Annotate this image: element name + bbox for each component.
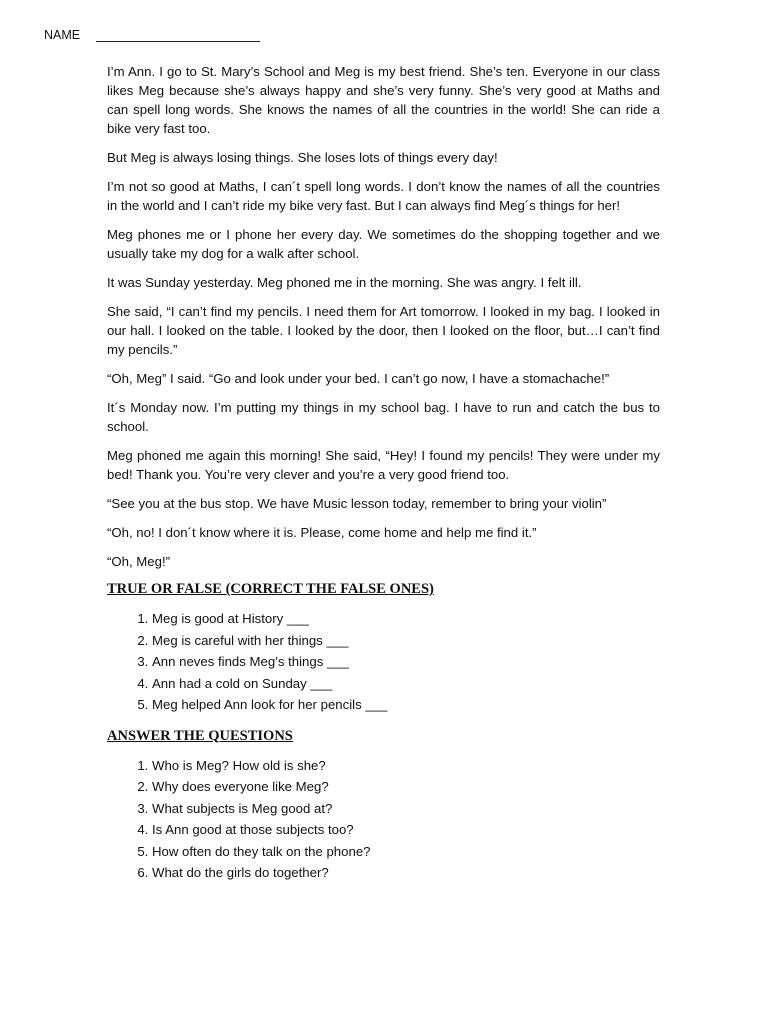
story-paragraph: She said, “I can’t find my pencils. I need them for Art tomorrow. I looked in my bag. I looked in our hall. I looked on the table. I looked by the door, then I looked on the floor, but…I can’t find my pencils.”: [107, 304, 660, 357]
question-item: 1. Who is Meg? How old is she?: [152, 755, 660, 777]
true-false-item: 4. Ann had a cold on Sunday ___: [152, 673, 660, 695]
story-text: [107, 62, 660, 571]
name-blank-line[interactable]: [96, 27, 260, 42]
name-field-row: [44, 27, 260, 42]
worksheet-body: [107, 62, 660, 896]
questions-heading: ANSWER THE QUESTIONS: [107, 727, 293, 744]
true-false-item: 5. Meg helped Ann look for her pencils ___: [152, 694, 660, 716]
question-item: 4. Is Ann good at those subjects too?: [152, 819, 660, 841]
story-paragraph: “Oh, no! I don´t know where it is. Please, come home and help me find it.”: [107, 525, 537, 540]
question-item: 3. What subjects is Meg good at?: [152, 798, 660, 820]
story-paragraph: But Meg is always losing things. She loses lots of things every day!: [107, 150, 498, 165]
true-false-list: [107, 608, 660, 716]
true-false-item: 1. Meg is good at History ___: [152, 608, 660, 630]
story-paragraph: “Oh, Meg” I said. “Go and look under your bed. I can’t go now, I have a stomachache!”: [107, 371, 610, 386]
story-paragraph: I’m Ann. I go to St. Mary’s School and Meg is my best friend. She’s ten. Everyone in our class likes Meg because she’s always happy and she’s very funny. She’s very good at Maths and can spell long words. She knows the names of all the countries in the world! She can ride a bike very fast too.: [107, 64, 660, 136]
question-item: 2. Why does everyone like Meg?: [152, 776, 660, 798]
story-paragraph: It was Sunday yesterday. Meg phoned me in the morning. She was angry. I felt ill.: [107, 275, 582, 290]
true-false-item: 2. Meg is careful with her things ___: [152, 630, 660, 652]
questions-list: [107, 755, 660, 884]
story-paragraph: Meg phoned me again this morning! She said, “Hey! I found my pencils! They were under my bed! Thank you. You’re very clever and you’re a very good friend too.: [107, 448, 660, 482]
question-item: 5. How often do they talk on the phone?: [152, 841, 660, 863]
story-paragraph: I’m not so good at Maths, I can´t spell long words. I don’t know the names of all the countries in the world and I can’t ride my bike very fast. But I can always find Meg´s things for her!: [107, 179, 660, 213]
name-label: NAME: [44, 28, 81, 42]
question-item: 6. What do the girls do together?: [152, 862, 660, 884]
true-false-item: 3. Ann neves finds Meg’s things ___: [152, 651, 660, 673]
story-paragraph: “See you at the bus stop. We have Music lesson today, remember to bring your violin”: [107, 496, 607, 511]
story-paragraph: Meg phones me or I phone her every day. We sometimes do the shopping together and we usually take my dog for a walk after school.: [107, 227, 660, 261]
story-paragraph: “Oh, Meg!”: [107, 554, 171, 569]
story-paragraph: It´s Monday now. I’m putting my things in my school bag. I have to run and catch the bus to school.: [107, 400, 660, 434]
true-false-heading: TRUE OR FALSE (CORRECT THE FALSE ONES): [107, 581, 434, 597]
